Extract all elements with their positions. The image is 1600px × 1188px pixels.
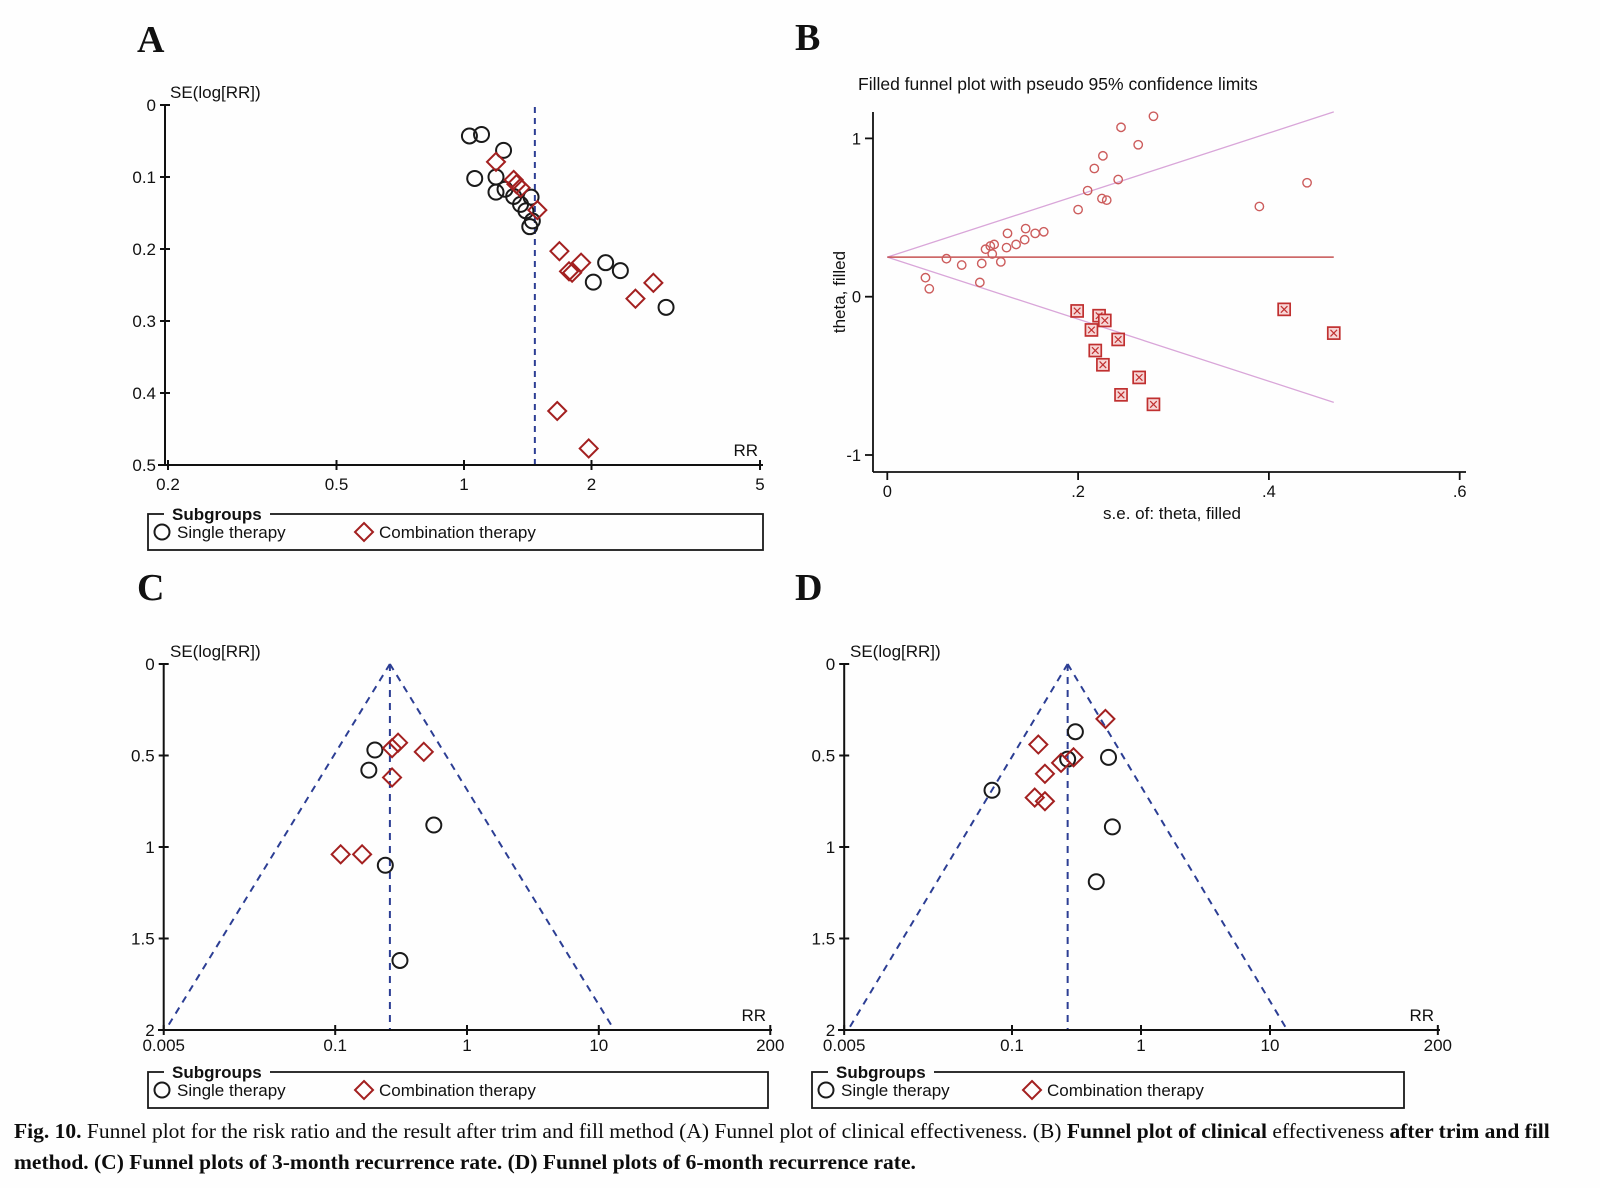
data-point-diamond (389, 734, 407, 752)
data-point-diamond (644, 274, 662, 292)
data-point-circle (997, 258, 1005, 266)
data-point-circle (976, 278, 984, 286)
panel-b-y-axis-title: theta, filled (830, 250, 849, 334)
data-point-circle (1099, 152, 1107, 160)
panel-c-legend (148, 1063, 768, 1108)
data-point-circle (958, 261, 966, 269)
panel-b-filled-funnel-plot (795, 10, 1480, 535)
legend-title: Subgroups (172, 1063, 262, 1082)
panel-d-funnel-plot (780, 560, 1460, 1112)
panel-d-legend (812, 1063, 1404, 1108)
data-point-circle (1012, 240, 1020, 248)
panel-a-letter: A (137, 19, 165, 61)
x-tick-label: .6 (1452, 483, 1467, 501)
data-point-circle (1020, 236, 1028, 244)
legend-label-combination: Combination therapy (379, 1081, 536, 1100)
data-point-circle (942, 255, 950, 263)
legend-label-combination: Combination therapy (1047, 1081, 1204, 1100)
data-point-diamond (1026, 789, 1044, 807)
data-point-diamond (415, 743, 433, 761)
data-point-circle (392, 953, 407, 968)
data-point-circle (1101, 750, 1116, 765)
data-point-diamond (1036, 792, 1054, 810)
data-point-circle (1090, 164, 1098, 172)
caption-segment: Fig. 10. (14, 1119, 82, 1143)
caption-segment: after trim and fill method. (C) Funnel plots of 3-month recurrence rate. (D) Funnel plots of 6-month recurrence rate. (14, 1119, 1550, 1174)
legend-label-single: Single therapy (177, 1081, 286, 1100)
panel-a-funnel-plot (120, 15, 800, 560)
combination-therapy-marker-icon (355, 1081, 373, 1099)
x-tick-label: 200 (756, 1036, 785, 1055)
legend-label-combination: Combination therapy (379, 523, 536, 542)
panel-b-plot-area (846, 112, 1466, 501)
legend-title: Subgroups (836, 1063, 926, 1082)
panel-b-title: Filled funnel plot with pseudo 95% confidence limits (858, 74, 1258, 94)
data-point-circle (1002, 243, 1010, 251)
data-point-diamond (332, 845, 350, 863)
panel-c-x-axis-title: RR (741, 1006, 766, 1025)
data-point-circle (586, 275, 601, 290)
y-tick-label: 0.2 (132, 240, 156, 259)
y-tick-label: 0.5 (131, 746, 155, 766)
x-tick-label: 0.5 (324, 475, 349, 494)
x-tick-label: .2 (1071, 483, 1085, 501)
y-tick-label: 1 (851, 130, 861, 149)
y-tick-label: 0 (146, 96, 156, 115)
data-point-circle (1105, 819, 1120, 834)
data-point-circle (921, 274, 929, 282)
y-tick-label: -1 (846, 447, 861, 465)
data-point-diamond (580, 439, 598, 457)
data-point-circle (613, 263, 628, 278)
panel-c-funnel-plot (120, 560, 800, 1112)
y-tick-label: 0.5 (811, 746, 836, 766)
data-point-diamond (383, 768, 401, 786)
data-point-circle (1074, 205, 1082, 213)
y-tick-label: 0.1 (132, 168, 156, 187)
y-tick-label: 0 (851, 288, 861, 307)
x-tick-label: 2 (586, 475, 597, 494)
panel-c-y-axis-title: SE(log[RR]) (170, 642, 261, 661)
data-point-diamond (353, 845, 371, 863)
x-tick-label: 10 (589, 1036, 609, 1055)
data-point-diamond (1036, 765, 1054, 783)
funnel-right-limit-line (390, 664, 614, 1030)
single-therapy-marker-icon (819, 1083, 834, 1098)
single-therapy-marker-icon (155, 525, 170, 540)
panel-a-x-axis-title: RR (733, 441, 758, 460)
panel-d-letter: D (795, 567, 823, 609)
y-tick-label: 2 (145, 1021, 155, 1040)
x-tick-label: 10 (1260, 1036, 1280, 1055)
data-point-diamond (550, 242, 568, 260)
funnel-right-limit-line (1068, 664, 1288, 1030)
data-point-circle (925, 285, 933, 293)
data-point-circle (1040, 228, 1048, 236)
x-tick-label: 200 (1423, 1036, 1453, 1055)
data-point-circle (978, 259, 986, 267)
y-tick-label: 1 (825, 838, 836, 857)
panel-d-x-axis-title: RR (1409, 1006, 1434, 1025)
y-tick-label: 0.5 (132, 456, 156, 475)
data-point-circle (1134, 141, 1142, 149)
caption-segment: effectiveness (1272, 1119, 1390, 1143)
x-tick-label: 1 (462, 1036, 472, 1055)
y-tick-label: 1.5 (811, 929, 836, 949)
legend-label-single: Single therapy (177, 523, 286, 542)
panel-d-plot-area (812, 655, 1452, 1055)
data-point-circle (1021, 224, 1029, 232)
data-point-diamond (626, 290, 644, 308)
data-point-diamond (548, 402, 566, 420)
panel-d-y-axis-title: SE(log[RR]) (850, 642, 941, 661)
data-point-circle (488, 185, 503, 200)
x-tick-label: 0 (882, 483, 892, 501)
data-point-circle (1149, 112, 1157, 120)
data-point-circle (1103, 196, 1111, 204)
panel-a-legend (148, 505, 763, 550)
funnel-left-limit-line (166, 664, 390, 1030)
y-tick-label: 0.3 (132, 312, 156, 331)
x-tick-label: .4 (1262, 483, 1276, 501)
x-tick-label: 1 (1136, 1036, 1146, 1055)
caption-segment: Funnel plot of clinical (1066, 1119, 1273, 1143)
y-tick-label: 1.5 (131, 929, 155, 949)
y-tick-label: 0 (145, 655, 155, 674)
y-tick-label: 0 (825, 655, 836, 674)
data-point-diamond (1029, 736, 1047, 754)
panel-a-y-axis-title: SE(log[RR]) (170, 83, 261, 102)
data-point-circle (467, 171, 482, 186)
legend-title: Subgroups (172, 505, 262, 524)
caption-segment: Funnel plot for the risk ratio and the result after trim and fill method (A) Funnel plot of clinical effectiveness. (B) (81, 1119, 1067, 1143)
panel-b-letter: B (795, 17, 821, 59)
panel-b-x-axis-title: s.e. of: theta, filled (1103, 504, 1241, 523)
legend-label-single: Single therapy (841, 1081, 950, 1100)
x-tick-label: 0.1 (1000, 1036, 1024, 1055)
panel-c-plot-area (131, 655, 784, 1055)
y-tick-label: 1 (145, 838, 155, 857)
data-point-circle (598, 255, 613, 270)
figure-caption (14, 1116, 1586, 1178)
data-point-diamond (383, 739, 401, 757)
data-point-circle (1031, 229, 1039, 237)
y-tick-label: 0.4 (132, 384, 156, 403)
data-point-circle (522, 219, 537, 234)
data-point-circle (1303, 179, 1311, 187)
x-tick-label: 1 (459, 475, 469, 494)
data-point-circle (1117, 123, 1125, 131)
x-tick-label: 0.1 (323, 1036, 348, 1055)
panel-c-letter: C (137, 567, 165, 609)
x-tick-label: 0.005 (142, 1036, 185, 1055)
data-point-diamond (487, 153, 505, 171)
panel-a-plot-area (132, 96, 764, 494)
data-point-circle (1068, 724, 1083, 739)
data-point-circle (367, 743, 382, 758)
data-point-circle (426, 818, 441, 833)
data-point-circle (1255, 202, 1263, 210)
x-tick-label: 0.005 (822, 1036, 866, 1055)
x-tick-label: 0.2 (156, 475, 180, 494)
data-point-circle (1089, 874, 1104, 889)
funnel-left-limit-line (848, 664, 1068, 1030)
x-tick-label: 5 (755, 475, 765, 494)
data-point-circle (361, 763, 376, 778)
upper-confidence-line (887, 112, 1333, 257)
combination-therapy-marker-icon (1023, 1081, 1041, 1099)
lower-confidence-line (887, 257, 1333, 402)
data-point-circle (1003, 229, 1011, 237)
data-point-circle (659, 300, 674, 315)
single-therapy-marker-icon (155, 1083, 170, 1098)
combination-therapy-marker-icon (355, 523, 373, 541)
y-tick-label: 2 (825, 1021, 836, 1040)
